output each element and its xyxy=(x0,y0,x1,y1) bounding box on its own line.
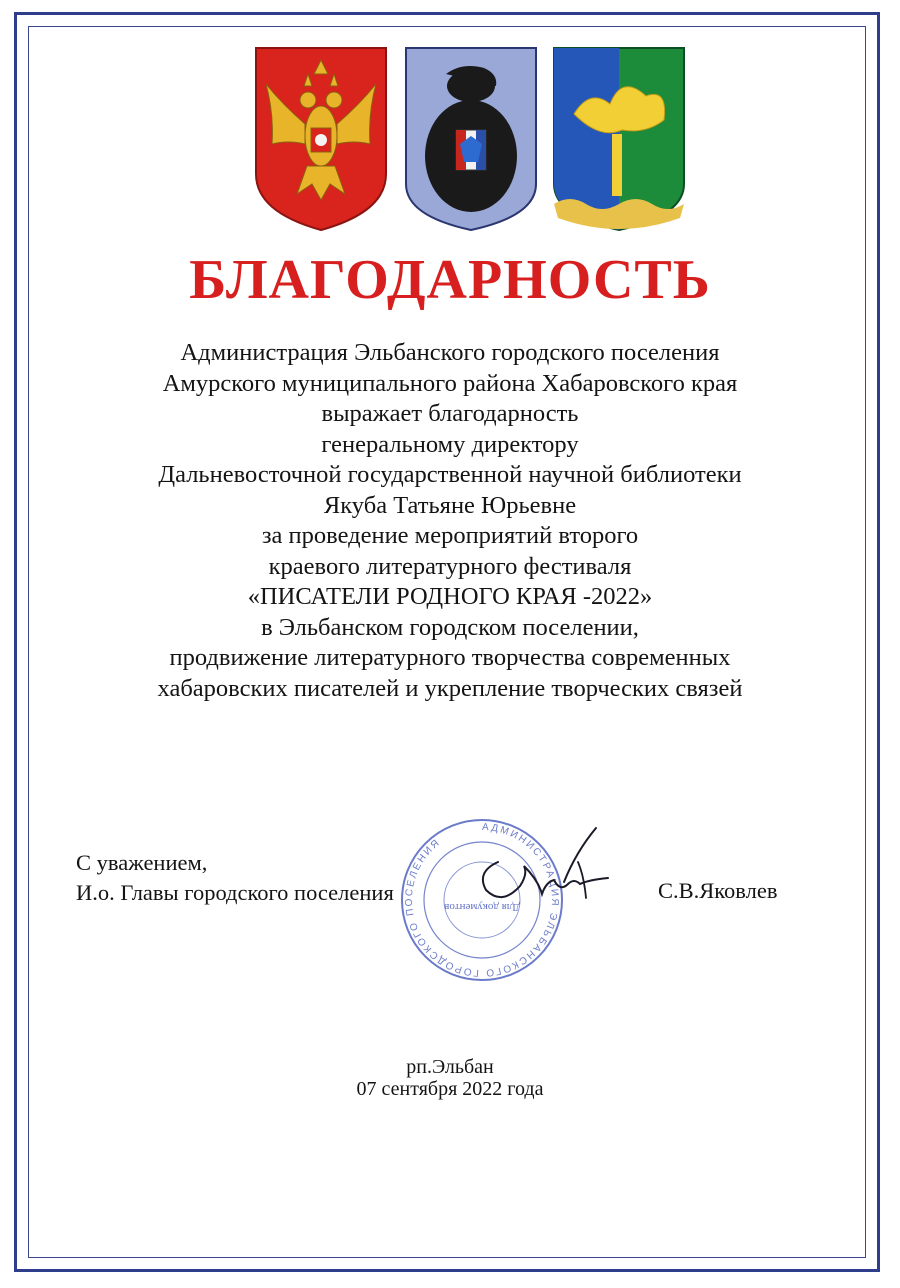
date: 07 сентября 2022 года xyxy=(356,1078,544,1100)
body-line: краевого литературного фестиваля xyxy=(268,552,632,580)
russia-coat-of-arms-icon xyxy=(252,44,390,234)
signature-block xyxy=(76,848,394,908)
coats-of-arms xyxy=(252,44,688,234)
body-line: хабаровских писателей и укрепление творческих связей xyxy=(157,674,743,702)
closing-phrase: С уважением, xyxy=(76,850,208,875)
stamp-ring-text: АДМИНИСТРАЦИЯ ЭЛЬБАНСКОГО ГОРОДСКОГО ПОСЕЛЕНИЯ xyxy=(403,821,561,979)
body-line: Администрация Эльбанского городского поселения xyxy=(180,339,720,366)
document-title: БЛАГОДАРНОСТЬ xyxy=(189,249,711,311)
footer xyxy=(0,1056,900,1100)
body-line: выражает благодарность xyxy=(321,400,579,427)
festival-name: «ПИСАТЕЛИ РОДНОГО КРАЯ -2022» xyxy=(247,583,653,610)
signer-position: И.о. Главы городского поселения xyxy=(76,880,394,905)
body-line: генеральному директору xyxy=(321,430,579,458)
stamp-center-text: Для документов xyxy=(444,901,520,913)
place: рп.Эльбан xyxy=(406,1056,494,1078)
body-line: Амурского муниципального района Хабаровского края xyxy=(162,369,738,397)
body-line: за проведение мероприятий второго xyxy=(261,522,639,549)
khabarovsk-coat-of-arms-icon xyxy=(402,44,540,234)
signer-name: С.В.Яковлев xyxy=(658,878,778,903)
handwritten-signature xyxy=(468,822,616,912)
body-text xyxy=(40,338,860,704)
elban-coat-of-arms-icon xyxy=(550,44,688,234)
body-line: продвижение литературного творчества современных xyxy=(169,644,731,671)
body-line: в Эльбанском городском поселении, xyxy=(261,613,639,641)
recipient-name: Якуба Татьяне Юрьевне xyxy=(323,491,577,519)
body-line: Дальневосточной государственной научной библиотеки xyxy=(158,461,742,488)
